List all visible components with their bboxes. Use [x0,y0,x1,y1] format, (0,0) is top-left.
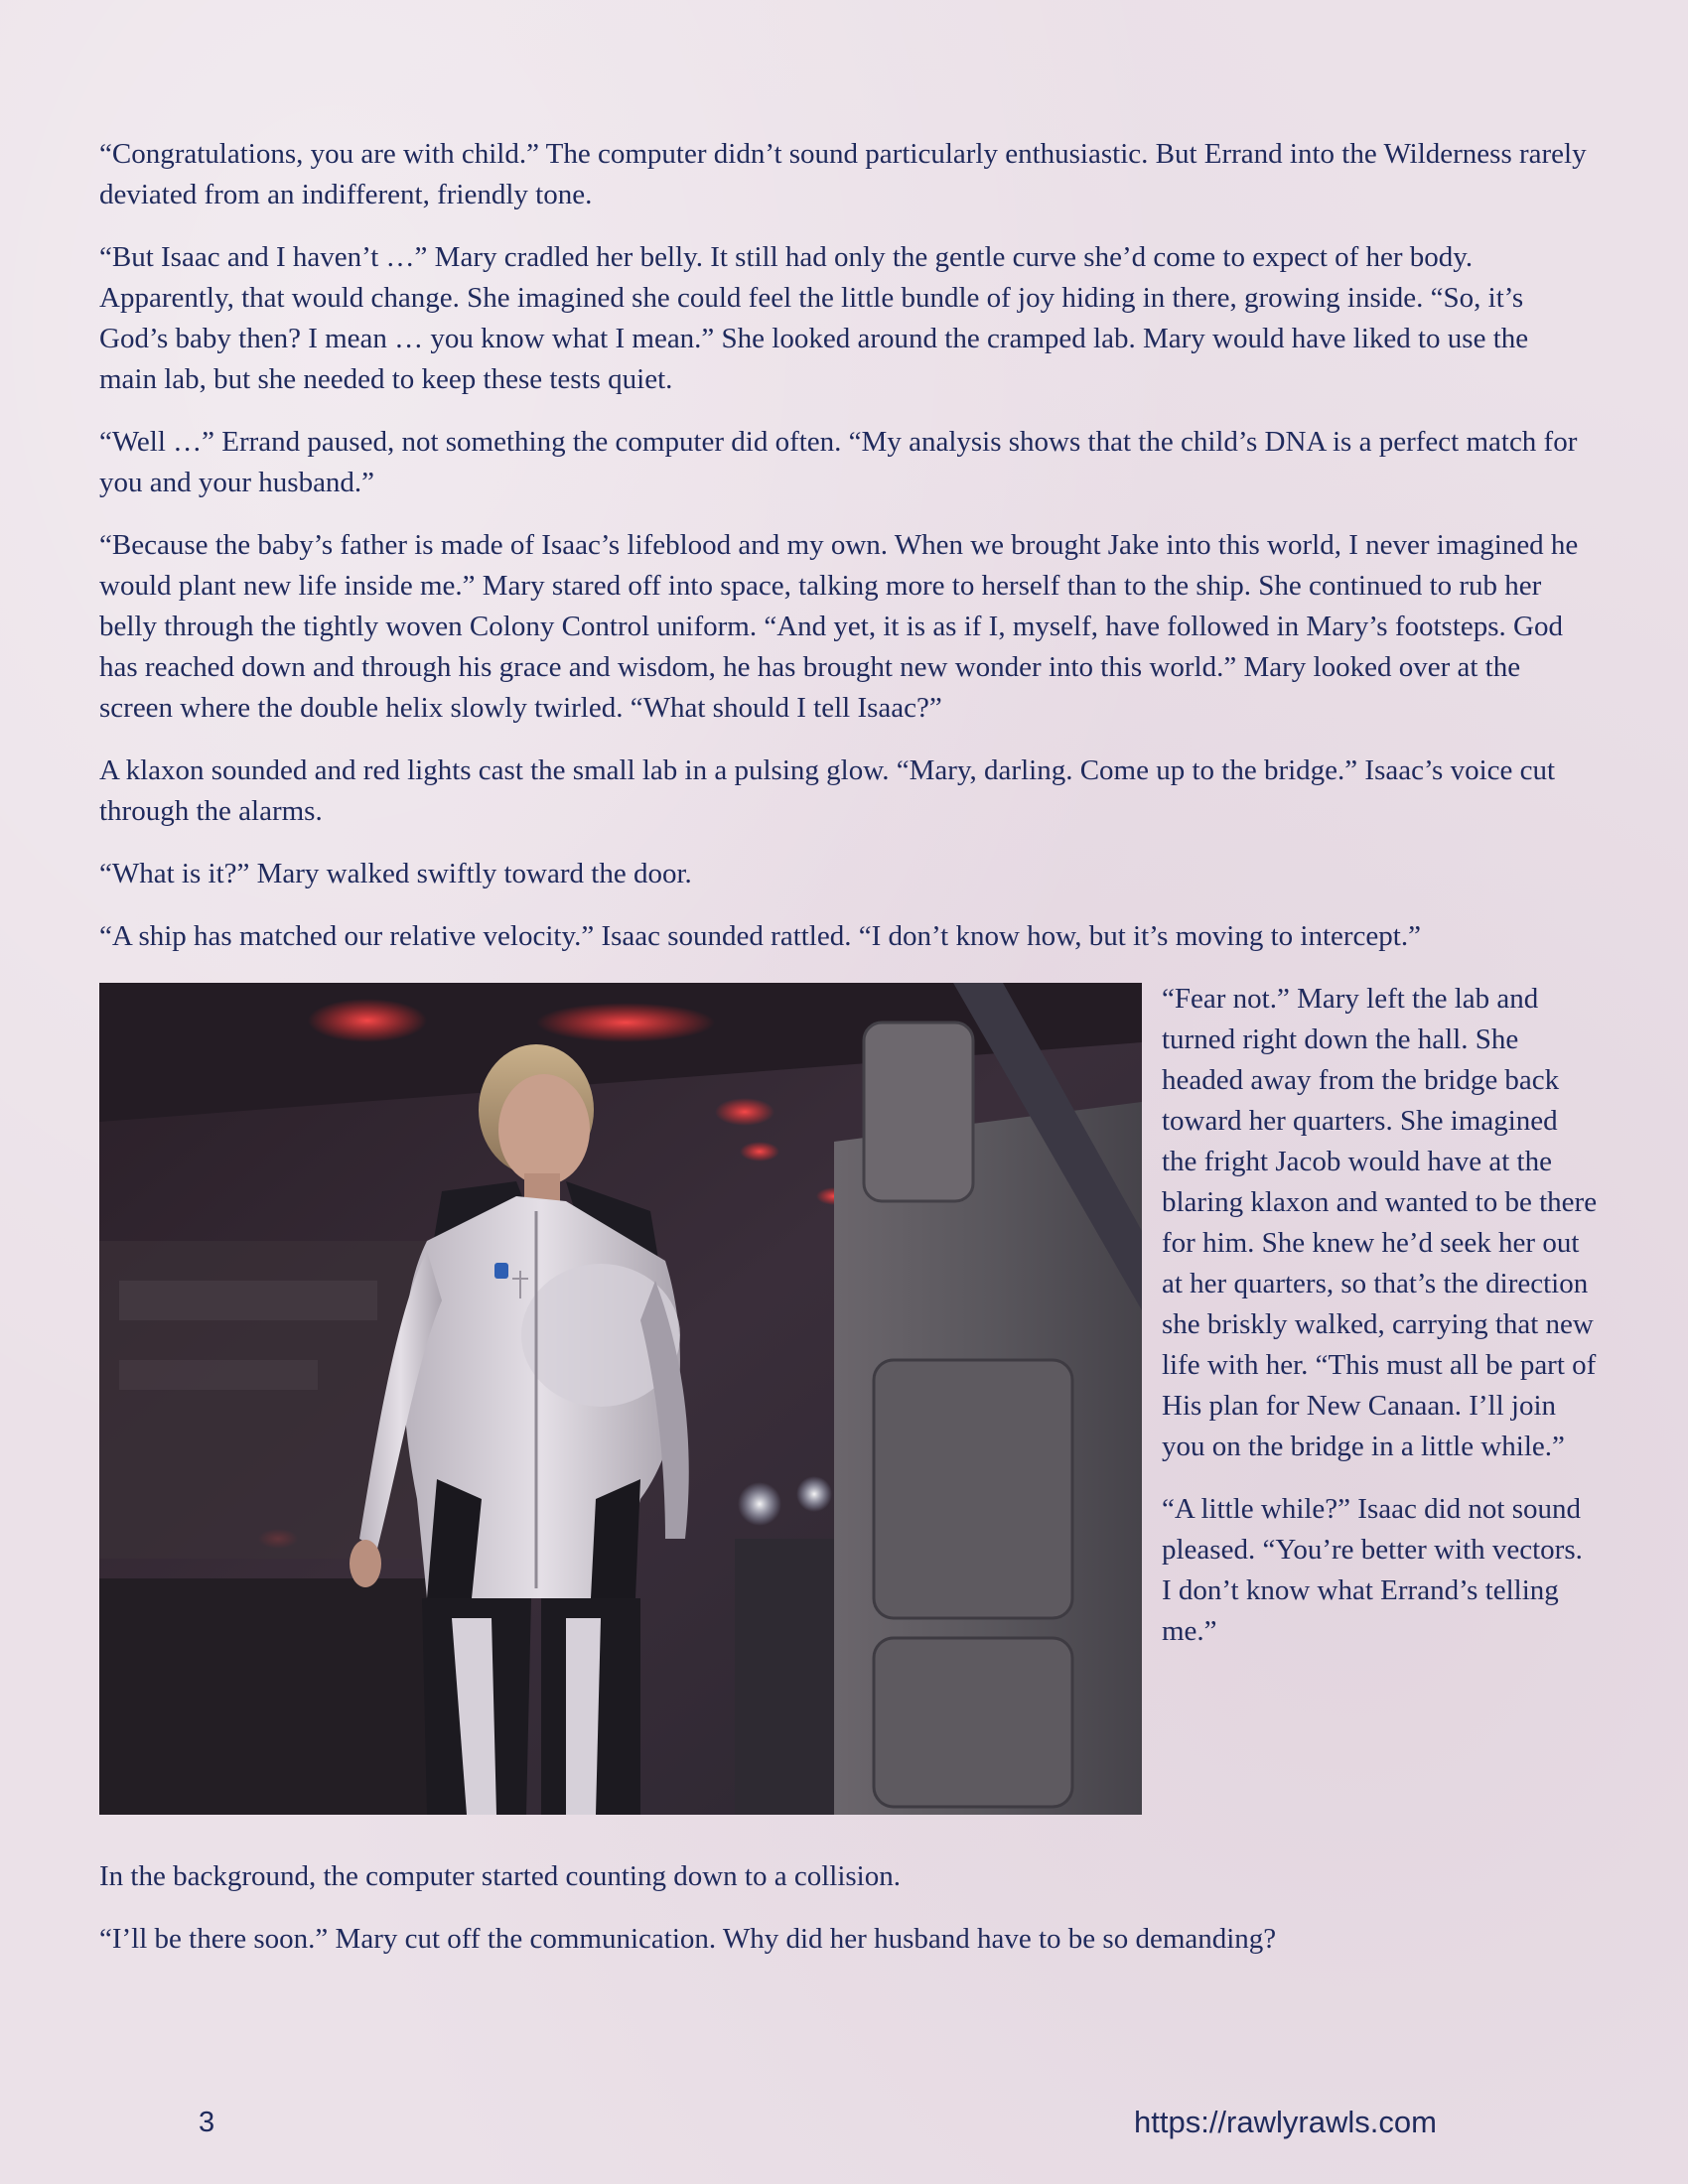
paragraph: “A ship has matched our relative velocity.” Isaac sounded rattled. “I don’t know how, but it’s moving to intercept.” [99,920,1421,952]
paragraph: “What is it?” Mary walked swiftly toward the door. [99,858,692,889]
page-number: 3 [199,2107,215,2138]
paragraph: “A little while?” Isaac did not sound pleased. “You’re better with vectors. I don’t know what Errand’s telling me.” [1162,1493,1583,1647]
illustration-figure-in-corridor [99,983,1142,1815]
paragraph: “Because the baby’s father is made of Isaac’s lifeblood and my own. When we brought Jake into this world, I never imagined he would plant new life inside me.” Mary stared off into space, talking more to herself than to the ship. She continued to rub her belly through the tightly woven Colony Control uniform. “And yet, it is as if I, myself, have followed in Mary’s footsteps. God has reached down and through his grace and wisdom, he has brought new wonder into this world.” Mary looked over at the screen where the double helix slowly twirled. “What should I tell Isaac?” [99,529,1579,724]
image-with-side-text [99,979,1598,1835]
story-illustration [99,983,1142,1815]
paragraph: “Well …” Errand paused, not something the computer did often. “My analysis shows that the child’s DNA is a perfect match for you and your husband.” [99,426,1578,498]
footer-url-link[interactable]: https://rawlyrawls.com [1134,2105,1437,2139]
side-column [1162,979,1599,1674]
paragraph: “Congratulations, you are with child.” The computer didn’t sound particularly enthusiastic. But Errand into the Wilderness rarely deviated from an indifferent, friendly tone. [99,138,1587,210]
paragraph: In the background, the computer started counting down to a collision. [99,1860,901,1892]
document-body [99,134,1598,1981]
paragraph: “But Isaac and I haven’t …” Mary cradled her belly. It still had only the gentle curve she’d come to expect of her body. Apparently, that would change. She imagined she could feel the little bundle of joy hiding in there, growing inside. “So, it’s God’s baby then? I mean … you know what I mean.” She looked around the cramped lab. Mary would have liked to use the main lab, but she needed to keep these tests quiet. [99,241,1529,395]
paragraph: A klaxon sounded and red lights cast the small lab in a pulsing glow. “Mary, darling. Come up to the bridge.” Isaac’s voice cut through the alarms. [99,754,1556,827]
paragraph: “I’ll be there soon.” Mary cut off the communication. Why did her husband have to be so demanding? [99,1923,1277,1955]
paragraph: “Fear not.” Mary left the lab and turned right down the hall. She headed away from the bridge back toward her quarters. She imagined the fright Jacob would have at the blaring klaxon and wanted to be there for him. She knew he’d seek her out at her quarters, so that’s the direction she briskly walked, carrying that new life with her. “This must all be part of His plan for New Canaan. I’ll join you on the bridge in a little while.” [1162,983,1598,1462]
